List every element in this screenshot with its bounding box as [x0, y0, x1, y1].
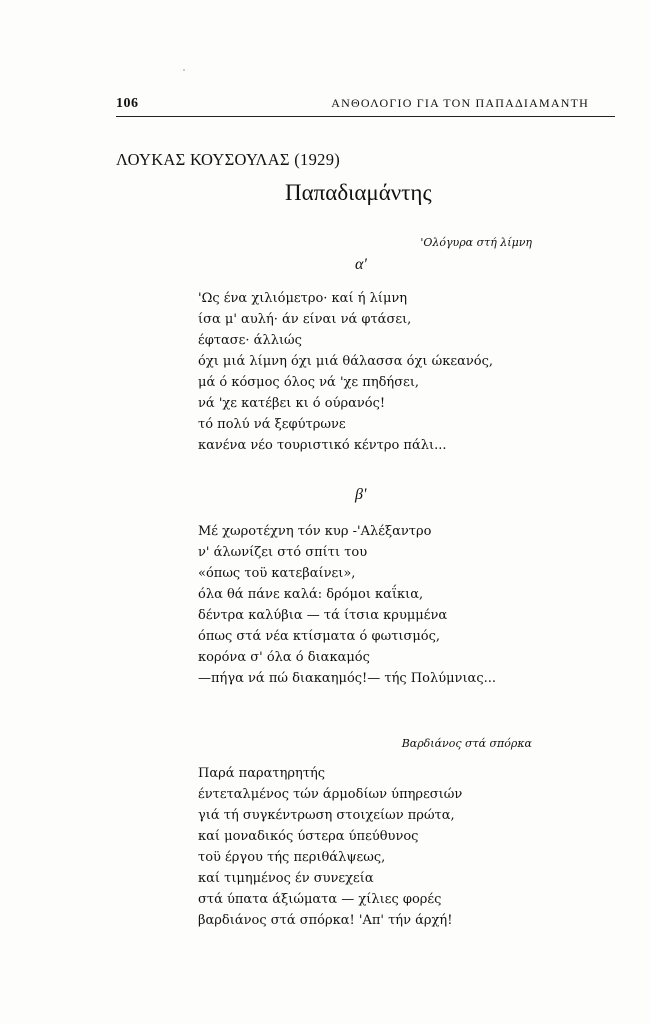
poem-title: Παπαδιαμάντης	[285, 180, 432, 205]
scan-speck	[183, 69, 185, 71]
poem-line: «όπως τοϋ κατεβαίνει»,	[198, 566, 356, 581]
poem-line: γιά τή συγκέντρωση στοιχείων πρώτα,	[198, 808, 455, 823]
running-title: ΑΝΘΟΛΟΓΙΟ ΓΙΑ ΤΟΝ ΠΑΠΑΔΙΑΜΑΝΤΗ	[331, 96, 589, 110]
poem-line: 'Ως ένα χιλιόμετρο· καί ή λίμνη	[198, 291, 408, 306]
poem-line: Παρά παρατηρητής	[198, 766, 326, 781]
poem-line: καί τιμημένος έν συνεχεία	[198, 871, 374, 886]
poem-line: καί μοναδικός ύστερα ύπεύθυνος	[198, 829, 419, 844]
section-2-mark: β'	[355, 486, 367, 503]
stanza-2	[198, 521, 496, 689]
poem-line: κορόνα σ' όλα ό διακαμός	[198, 650, 370, 665]
poem-line: ίσα μ' αυλή· άν είναι νά φτάσει,	[198, 312, 412, 327]
poem-line: τό πολύ νά ξεφύτρωνε	[198, 417, 346, 432]
page-header	[116, 96, 615, 112]
poem-line: στά ύπατα άξιώματα — χίλιες φορές	[198, 892, 442, 907]
poem-line: όλα θά πάνε καλά: δρόμοι καΐκια,	[198, 587, 424, 602]
poem-line: κανένα νέο τουριστικό κέντρο πάλι...	[198, 438, 447, 453]
page-number: 106	[116, 96, 139, 111]
poem-line: έντεταλμένος τών άρμοδίων ύπηρεσιών	[198, 787, 463, 802]
poem-line: —πήγα νά πώ διακαημός!— τής Πολύμνιας...	[198, 671, 497, 686]
poem-line: δέντρα καλύβια — τά ίτσια κρυμμένα	[198, 608, 448, 623]
poem-line: Μέ χωροτέχνη τόν κυρ -'Αλέξαντρο	[198, 524, 432, 539]
poem-line: βαρδιάνος στά σπόρκα! 'Απ' τήν άρχή!	[198, 913, 453, 928]
section-3-epigraph: Βαρδιάνος στά σπόρκα	[401, 737, 532, 750]
stanza-1	[198, 288, 493, 456]
author-heading: ΛΟΥΚΑΣ ΚΟΥΣΟΥΛΑΣ (1929)	[116, 150, 341, 169]
header-rule	[116, 116, 615, 117]
poem-line: νά 'χε κατέβει κι ό ούρανός!	[198, 396, 386, 411]
poem-line: έφτασε· άλλιώς	[198, 333, 302, 348]
section-1-mark: α'	[355, 256, 367, 273]
poem-line: ν' άλωνίζει στό σπίτι του	[198, 545, 368, 560]
stanza-3	[198, 763, 462, 931]
poem-line: μά ό κόσμος όλος νά 'χε πηδήσει,	[198, 375, 420, 390]
poem-line: όπως στά νέα κτίσματα ό φωτισμός,	[198, 629, 441, 644]
section-1-epigraph: 'Ολόγυρα στή λίμνη	[420, 236, 532, 249]
poem-line: όχι μιά λίμνη όχι μιά θάλασσα όχι ώκεανός,	[198, 354, 493, 369]
poem-line: τοϋ έργου τής περιθάλψεως,	[198, 850, 386, 865]
